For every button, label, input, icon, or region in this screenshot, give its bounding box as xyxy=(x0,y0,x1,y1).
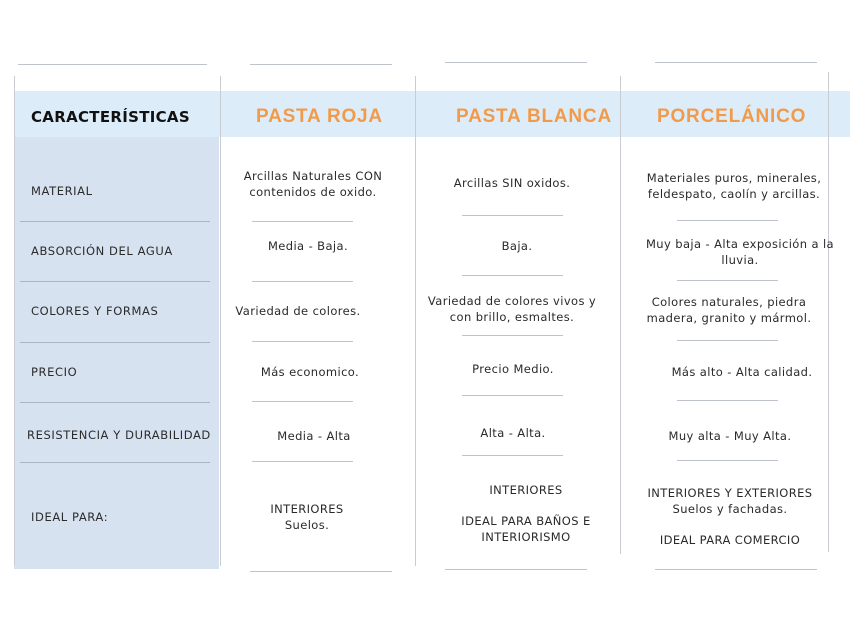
cell-divider xyxy=(677,220,778,221)
cell-divider xyxy=(462,275,563,276)
cell-pasta-blanca-material: Arcillas SIN oxidos. xyxy=(453,176,571,190)
row-divider xyxy=(20,462,210,463)
cell-pasta-blanca-ideal-extra: IDEAL PARA BAÑOS E INTERIORISMO xyxy=(461,514,591,544)
column-header-pasta-roja: PASTA ROJA xyxy=(256,106,383,127)
row-label-precio: PRECIO xyxy=(31,365,78,379)
cell-divider xyxy=(677,400,778,401)
cell-divider xyxy=(252,281,353,282)
cell-divider xyxy=(252,221,353,222)
cell-pasta-roja-resistencia: Media - Alta xyxy=(277,429,351,443)
row-label-absorcion: ABSORCIÓN DEL AGUA xyxy=(31,244,173,258)
cell-divider xyxy=(250,571,392,572)
cell-divider xyxy=(677,460,778,461)
cell-divider xyxy=(252,341,353,342)
row-label-material: MATERIAL xyxy=(31,184,93,198)
row-label-resistencia: RESISTENCIA Y DURABILIDAD xyxy=(27,428,211,442)
cell-divider xyxy=(655,569,817,570)
cell-divider xyxy=(677,340,778,341)
divider xyxy=(655,62,817,63)
cell-porcelanico-resistencia: Muy alta - Muy Alta. xyxy=(668,429,792,443)
cell-divider xyxy=(462,455,563,456)
row-divider xyxy=(20,221,210,222)
cell-divider xyxy=(445,569,587,570)
row-divider xyxy=(20,281,210,282)
column-header-porcelanico: PORCELÁNICO xyxy=(657,106,807,127)
cell-divider xyxy=(252,401,353,402)
characteristics-header: CARACTERÍSTICAS xyxy=(31,108,190,126)
cell-porcelanico-ideal-extra: IDEAL PARA COMERCIO xyxy=(659,533,801,547)
divider xyxy=(445,62,587,63)
cell-pasta-blanca-resistencia: Alta - Alta. xyxy=(480,426,546,440)
cell-pasta-roja-material: Arcillas Naturales CON contenidos de oxido. xyxy=(243,169,383,199)
cell-divider xyxy=(252,461,353,462)
column-separator xyxy=(220,76,221,566)
cell-pasta-roja-colores: Variedad de colores. xyxy=(235,304,361,318)
label-column-background xyxy=(14,137,219,569)
column-header-pasta-blanca: PASTA BLANCA xyxy=(456,106,612,127)
row-divider xyxy=(20,342,210,343)
divider xyxy=(18,64,207,65)
cell-pasta-blanca-precio: Precio Medio. xyxy=(472,362,554,376)
cell-porcelanico-absorcion: Muy baja - Alta exposición a la lluvia. xyxy=(645,237,835,267)
cell-divider xyxy=(462,335,563,336)
divider xyxy=(250,64,392,65)
cell-porcelanico-material: Materiales puros, minerales, feldespato, caolín y arcillas. xyxy=(646,171,822,201)
cell-divider xyxy=(462,215,563,216)
cell-pasta-roja-precio: Más economico. xyxy=(260,365,360,379)
cell-pasta-blanca-absorcion: Baja. xyxy=(501,239,533,253)
row-label-ideal: IDEAL PARA: xyxy=(31,510,109,524)
cell-porcelanico-ideal: INTERIORES Y EXTERIORES Suelos y fachadas. xyxy=(647,486,813,516)
cell-pasta-roja-ideal: INTERIORES Suelos. xyxy=(270,502,344,532)
cell-divider xyxy=(462,395,563,396)
row-divider xyxy=(20,402,210,403)
cell-pasta-blanca-colores: Variedad de colores vivos y con brillo, esmaltes. xyxy=(427,294,597,324)
cell-pasta-blanca-ideal: INTERIORES xyxy=(489,483,563,497)
cell-divider xyxy=(677,280,778,281)
cell-pasta-roja-absorcion: Media - Baja. xyxy=(267,239,349,253)
cell-porcelanico-colores: Colores naturales, piedra madera, granito y mármol. xyxy=(646,295,812,325)
cell-porcelanico-precio: Más alto - Alta calidad. xyxy=(671,365,813,379)
column-separator xyxy=(14,76,15,566)
row-label-colores: COLORES Y FORMAS xyxy=(31,304,159,318)
